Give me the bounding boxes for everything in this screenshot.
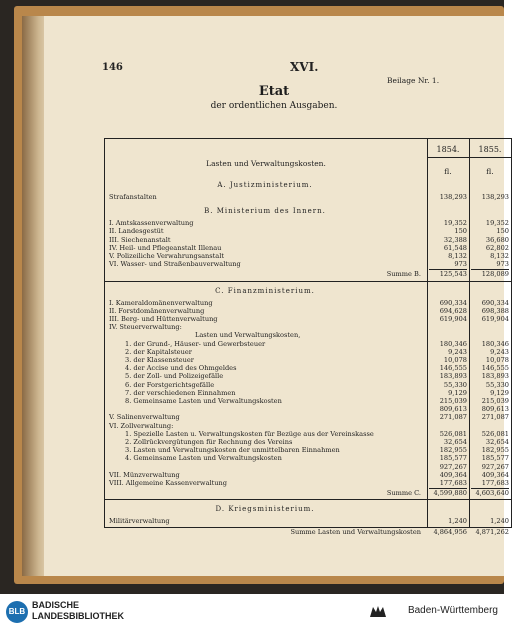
value-1854: 55,330 xyxy=(443,380,467,389)
section-rule xyxy=(105,281,511,282)
row-label: II. Forstdomänenverwaltung xyxy=(109,306,205,315)
sum-row xyxy=(105,528,511,538)
section-title: A. Justizministerium. xyxy=(217,181,313,189)
row-label: 8. Gemeinsame Lasten und Verwaltungskosten xyxy=(125,397,282,405)
value-1855: 32,654 xyxy=(485,438,509,446)
bw-name[interactable]: Baden-Württemberg xyxy=(407,605,498,616)
value-1854: 185,577 xyxy=(439,454,467,463)
row-label: Strafanstalten xyxy=(109,193,157,201)
row-label: V. Polizeiliche Verwahrungsanstalt xyxy=(109,252,224,260)
row-label: I. Amtskassenverwaltung xyxy=(109,219,194,228)
value-1855: 19,352 xyxy=(485,219,509,228)
table-head-label: Lasten und Verwaltungskosten. xyxy=(206,159,326,168)
section-title: D. Kriegsministerium. xyxy=(215,505,315,514)
value-1854: 180,346 xyxy=(439,339,467,348)
sum-row xyxy=(105,270,511,280)
value-1855: 690,334 xyxy=(481,298,509,307)
value-1854: 138,293 xyxy=(439,193,467,201)
value-1855: 36,680 xyxy=(485,235,509,244)
value-1855: 215,039 xyxy=(481,397,509,405)
row-label: 3. Lasten und Verwaltungskosten der unmittelbaren Einnahmen xyxy=(125,446,340,455)
col-1855: 1855. xyxy=(478,145,502,154)
value-1854: 182,955 xyxy=(439,446,467,455)
row-label: Lasten und Verwaltungskosten, xyxy=(195,331,301,340)
row-label: VI. Wasser- und Straßenbauverwaltung xyxy=(109,260,241,269)
value-1854: 927,267 xyxy=(439,462,467,471)
value-1854: 619,904 xyxy=(439,315,467,323)
row-label: 1. Spezielle Lasten u. Verwaltungskosten für Bezüge aus der Vereinskasse xyxy=(125,429,374,438)
section-title: B. Ministerium des Innern. xyxy=(204,207,326,216)
budget-table xyxy=(104,138,512,536)
sum-1854: 4,599,880 xyxy=(433,489,467,498)
value-1855: 9,243 xyxy=(490,347,509,356)
row-label: V. Salinenverwaltung xyxy=(109,413,180,422)
header-rule xyxy=(427,157,511,158)
value-1854: 526,081 xyxy=(439,429,467,438)
value-1855: 526,081 xyxy=(481,429,509,438)
col-1854: 1854. xyxy=(436,145,460,154)
row-label: 6. der Forstgerichtsgefälle xyxy=(125,380,215,389)
row-label: 2. Zollrückvergütungen für Rechnung des Vereins xyxy=(125,438,293,446)
value-1854: 9,129 xyxy=(448,388,467,397)
row-label: 4. Gemeinsame Lasten und Verwaltungskosten xyxy=(125,454,282,463)
row-label: 2. der Kapitalsteuer xyxy=(125,347,192,356)
value-1855: 62,802 xyxy=(485,243,509,252)
row-label: 3. der Klassensteuer xyxy=(125,356,194,364)
value-1855: 809,613 xyxy=(481,405,509,414)
value-1855: 10,078 xyxy=(485,356,509,364)
value-1855: 180,346 xyxy=(481,339,509,348)
blb-logo[interactable]: BLB xyxy=(6,601,28,623)
value-1854: 150 xyxy=(454,227,467,236)
value-1854: 409,364 xyxy=(439,470,467,479)
value-1854: 215,039 xyxy=(439,397,467,405)
page-number: 146 xyxy=(102,62,123,73)
section-rule xyxy=(105,499,511,500)
sum-1855: 4,871,262 xyxy=(475,527,509,536)
value-1854: 10,078 xyxy=(443,356,467,364)
row-label: 5. der Zoll- und Polizeigefälle xyxy=(125,372,224,381)
blb-name[interactable] xyxy=(32,600,124,622)
sum-1854: 4,864,956 xyxy=(433,527,467,536)
value-1854: 8,132 xyxy=(448,252,467,260)
row-label: II. Landesgestüt xyxy=(109,227,164,236)
sum-1855: 128,089 xyxy=(481,270,509,279)
value-1855: 1,240 xyxy=(490,517,509,526)
value-1854: 9,243 xyxy=(448,347,467,356)
value-1855: 183,893 xyxy=(481,372,509,381)
value-1854: 146,555 xyxy=(439,364,467,373)
value-1855: 271,087 xyxy=(481,413,509,422)
value-1855: 55,330 xyxy=(485,380,509,389)
sum-label: Summe Lasten und Verwaltungskosten xyxy=(290,527,421,536)
blb-line1: BADISCHE xyxy=(32,600,80,610)
section-title: C. Finanzministerium. xyxy=(215,286,315,295)
value-1855: 973 xyxy=(496,260,509,269)
value-1855: 146,555 xyxy=(481,364,509,373)
value-1855: 182,955 xyxy=(481,446,509,455)
row-label: IV. Heil- und Pflegeanstalt Illenau xyxy=(109,243,222,252)
bw-lions-icon xyxy=(368,603,388,619)
sum-1854: 125,543 xyxy=(439,270,467,279)
value-1855: 138,293 xyxy=(481,193,509,201)
document-page xyxy=(44,16,509,576)
value-1855: 619,904 xyxy=(481,315,509,323)
value-1854: 1,240 xyxy=(448,517,467,526)
value-1854: 32,654 xyxy=(443,438,467,446)
sum-row xyxy=(105,489,511,499)
value-1855: 185,577 xyxy=(481,454,509,463)
unit-1854: fl. xyxy=(444,167,452,176)
sum-label: Summe C. xyxy=(386,489,421,498)
value-1854: 19,352 xyxy=(443,219,467,228)
table-row xyxy=(105,193,511,203)
unit-1855: fl. xyxy=(486,167,494,176)
value-1855: 409,364 xyxy=(481,470,509,479)
value-1855: 150 xyxy=(496,227,509,236)
row-label: 1. der Grund-, Häuser- und Gewerbsteuer xyxy=(125,339,266,348)
value-1854: 177,683 xyxy=(439,479,467,487)
row-label: III. Berg- und Hüttenverwaltung xyxy=(109,315,218,323)
value-1855: 177,683 xyxy=(481,479,509,487)
value-1855: 927,267 xyxy=(481,462,509,471)
blb-line2: LANDESBIBLIOTHEK xyxy=(32,611,124,621)
row-label: VII. Münzverwaltung xyxy=(109,470,180,479)
row-label: I. Kameraldomänenverwaltung xyxy=(109,298,213,307)
page-subtitle: der ordentlichen Ausgaben. xyxy=(210,101,338,111)
row-label: VI. Zollverwaltung: xyxy=(109,421,174,430)
beilage-label: Beilage Nr. 1. xyxy=(387,76,440,85)
value-1854: 32,388 xyxy=(443,235,467,244)
value-1854: 973 xyxy=(454,260,467,269)
value-1855: 8,132 xyxy=(490,252,509,260)
value-1854: 61,548 xyxy=(443,243,467,252)
value-1854: 690,334 xyxy=(439,298,467,307)
value-1854: 183,893 xyxy=(439,372,467,381)
row-label: VIII. Allgemeine Kassenverwaltung xyxy=(109,479,227,487)
value-1854: 809,613 xyxy=(439,405,467,414)
row-label: III. Siechenanstalt xyxy=(109,235,171,244)
footer-bar xyxy=(0,594,504,629)
roman-numeral: XVI. xyxy=(290,60,319,74)
row-label: Militärverwaltung xyxy=(109,517,170,526)
sum-label: Summe B. xyxy=(386,270,421,279)
row-label: 7. der verschiedenen Einnahmen xyxy=(125,388,236,397)
value-1854: 271,087 xyxy=(439,413,467,422)
sum-1855: 4,603,640 xyxy=(475,489,509,498)
row-label: IV. Steuerverwaltung: xyxy=(109,323,182,332)
page-title: Etat xyxy=(258,84,290,99)
value-1854: 694,628 xyxy=(439,306,467,315)
value-1855: 698,388 xyxy=(481,306,509,315)
value-1855: 9,129 xyxy=(490,388,509,397)
row-label: 4. der Accise und des Ohmgeldes xyxy=(125,364,237,373)
